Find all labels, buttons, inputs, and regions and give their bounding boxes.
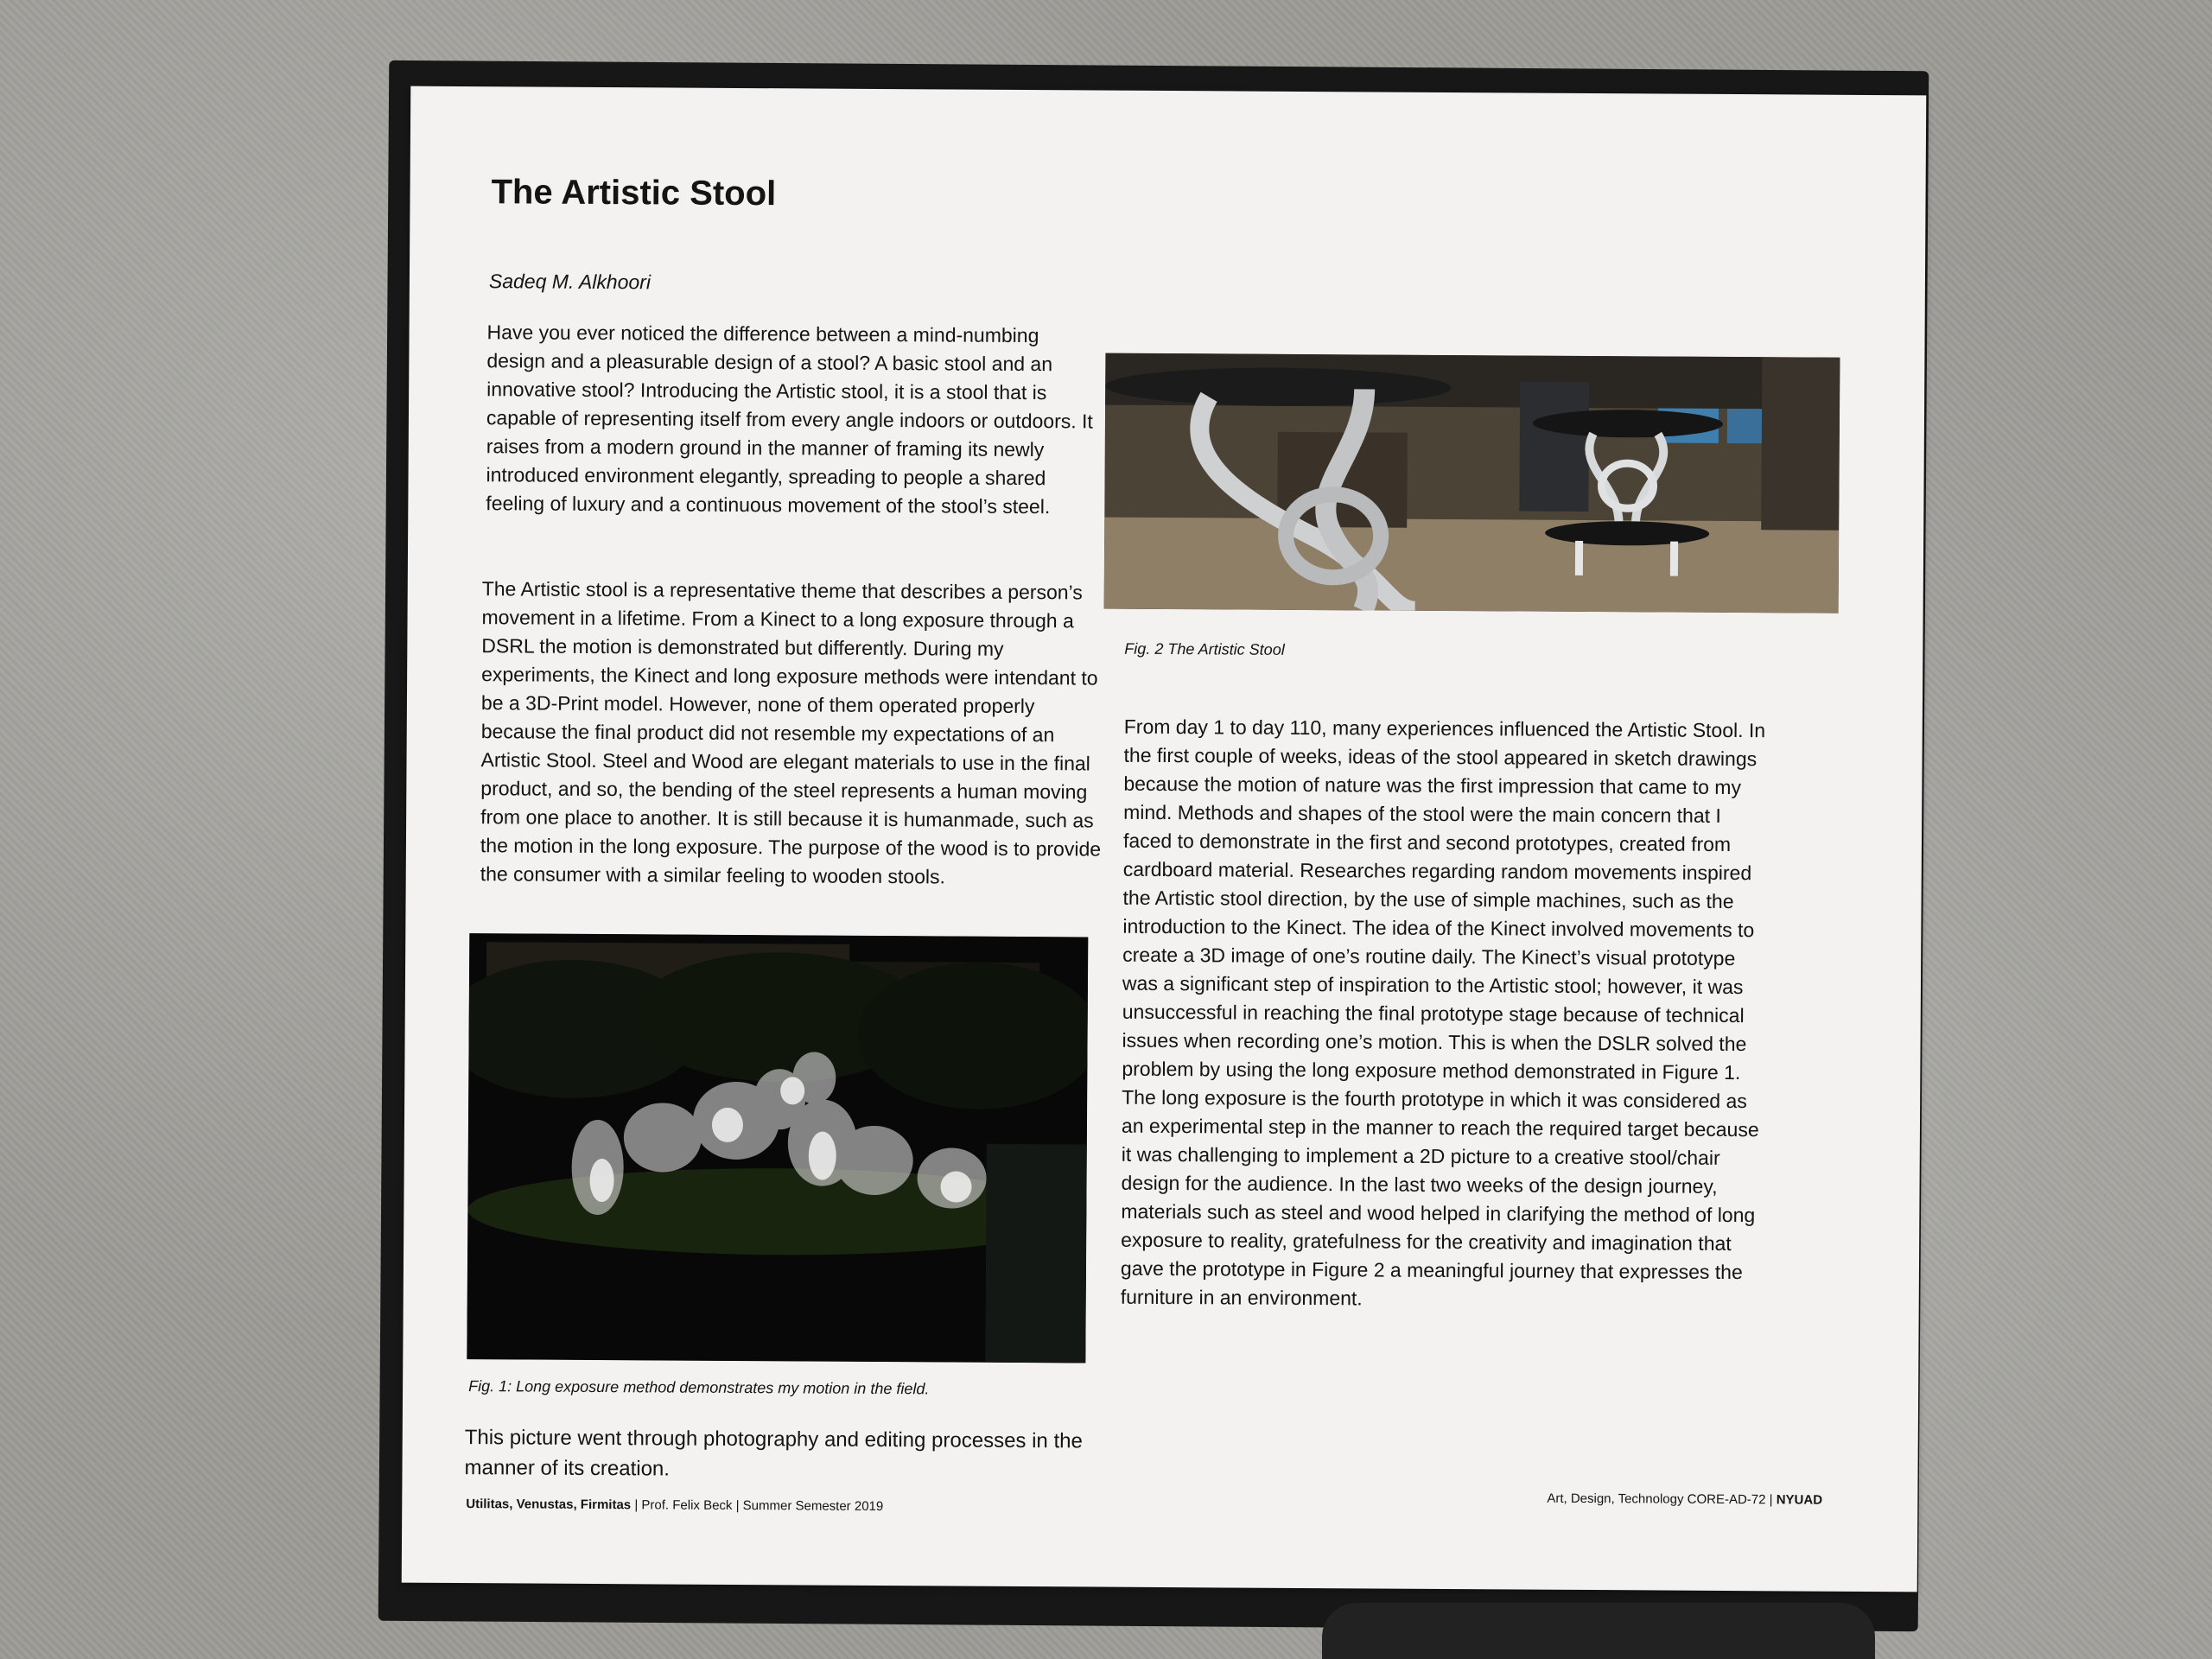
intro-paragraph: Have you ever noticed the difference between a mind-numbing design and a pleasurable design of a stool? A basic stool and an innovative stool? Introducing the Artistic stool, it is a stool that is capable of representing itself from every angle indoors or outdoors. It raises from a modern ground in the manner of framing its newly introduced environment elegantly, spreading to people a shared feeling of luxury and a continuous movement of the stool’s steel.: [486, 321, 1093, 518]
author-name: Sadeq M. Alkhoori: [488, 270, 652, 294]
theme-paragraph: The Artistic stool is a representative theme that describes a person’s movement in a lifetime. From a Kinect to a long exposure through a DSRL the motion is demonstrated but differently. During my experiments, the Kinect and long exposure methods were intendant to be a 3D-Print model. However, none of them operated properly because the final product did not resemble my expectations of an Artistic Stool. Steel and Wood are elegant materials to use in the final product, and so, the bending of the steel represents a human moving from one place to another. It is still because it is humanmade, such as the motion in the long exposure. The purpose of the wood is to provide the consumer with a similar feeling to wooden stools.: [480, 577, 1102, 888]
footer-professor-semester: | Prof. Felix Beck | Summer Semester 2019: [631, 1497, 884, 1515]
stool-illustration: [1104, 353, 1840, 613]
footer-institution: NYUAD: [1776, 1492, 1823, 1508]
poster-sheet: [402, 86, 1927, 1592]
journey-paragraph: From day 1 to day 110, many experiences influenced the Artistic Stool. In the first couple of weeks, ideas of the stool appeared in sketch drawings because the motion of nature was the first impression that came to my mind. Methods and shapes of the stool were the main concern that I faced to demonstrate in the first and second prototypes, created from cardboard material. Researches regarding random movements inspired the Artistic stool direction, by the use of simple machines, such as the introduction to the Kinect. The idea of the Kinect involved movements to create a 3D image of one’s routine daily. The Kinect’s visual prototype was a significant step of inspiration to the Artistic stool; however, it was unsuccessful in reaching the final prototype stage because of technical issues when recording one’s motion. This is when the DSLR solved the problem by using the long exposure method demonstrated in Figure 1. The long exposure is the fourth prototype in which it was considered as an experimental step in the manner to reach the required target because it was challenging to implement a 2D picture to a creative stool/chair design for the audience. In the last two weeks of the design journey, materials such as steel and wood helped in clarifying the method of long exposure to reality, gratefulness for the creativity and imagination that gave the prototype in Figure 2 a meaningful journey that expresses the furniture in an environment.: [1120, 715, 1766, 1310]
long-exposure-illustration: [467, 933, 1088, 1363]
poster-title: The Artistic Stool: [491, 173, 777, 213]
figure-2-stool-photo: [1104, 353, 1840, 613]
footer-motto: Utilitas, Venustas, Firmitas: [466, 1497, 632, 1513]
figure-2-caption: Fig. 2 The Artistic Stool: [1124, 639, 1285, 658]
footer-course-name: Art, Design, Technology CORE-AD-72 |: [1547, 1491, 1777, 1508]
footer-course-credits: [466, 1497, 883, 1514]
footer-course-code: [1547, 1491, 1822, 1508]
figure-1-long-exposure-photo: [467, 933, 1088, 1363]
figure-1-note: This picture went through photography and editing processes in the manner of its creation.: [464, 1426, 1083, 1481]
figure-1-caption: Fig. 1: Long exposure method demonstrates my motion in the field.: [468, 1377, 930, 1398]
stool-base: [1322, 1603, 1875, 1659]
